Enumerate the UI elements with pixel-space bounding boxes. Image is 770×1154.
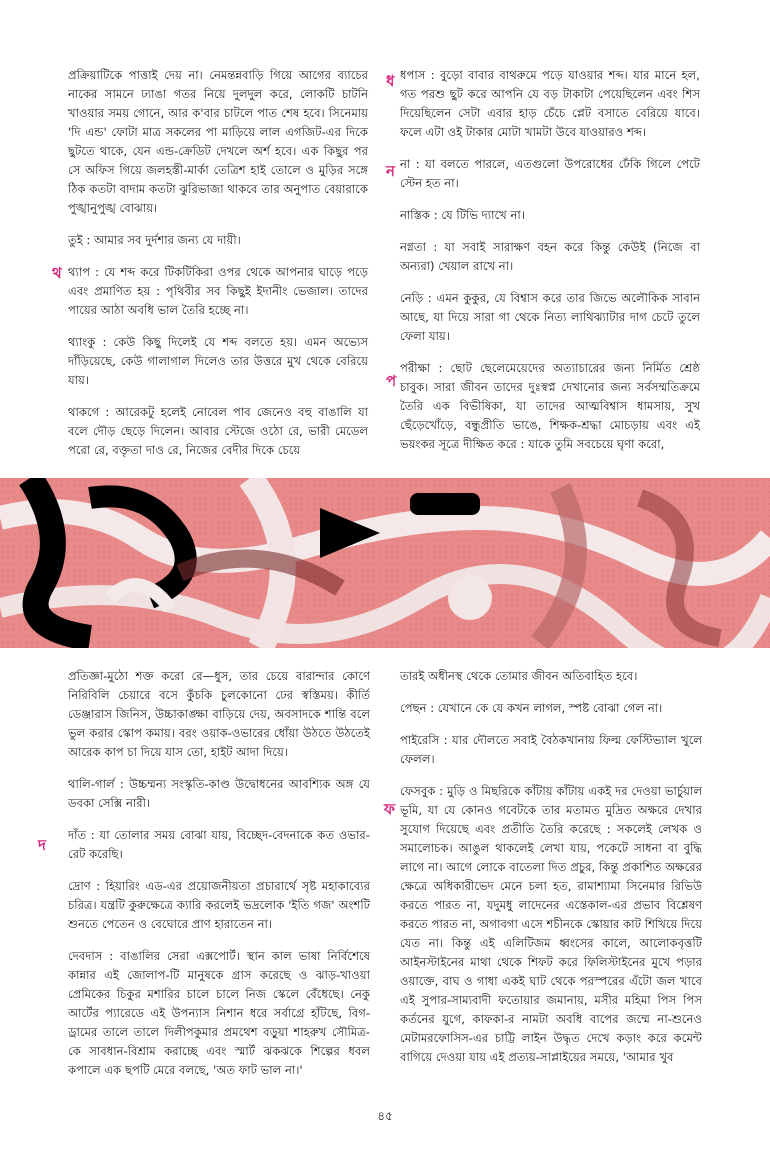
paragraph: তুই : আমার সব দুর্দশার জন্য যে দায়ী। bbox=[68, 233, 241, 247]
paragraph: থ্যাপ : যে শব্দ করে টিকটিকিরা ওপর থেকে আপনার ঘাড়ে পড়ে এবং প্রমাণিত হয় : পৃথিবীর সব কিছুই ইদানীং ভেজাল। তাদের পায়ের আঠা অবধি ভাল তৈরি হচ্ছে না। bbox=[68, 265, 368, 317]
paragraph: নেড়ি : এমন কুকুর, যে বিশ্বাস করে তার জিভে অলৌকিক সাবান আছে, যা দিয়ে সারা গা থেকে নিত্য লাথিঝ্যাটার দাগ চেটে তুলে ফেলা যায়। bbox=[400, 291, 700, 343]
decorative-banner-image bbox=[0, 478, 770, 648]
paragraph: ধপাস : বুড়ো বাবার বাথরুমে পড়ে যাওয়ার শব্দ। যার মানে হল, গত পরশু ছুট করে আপনি যে বড় টাকাটা পেয়েছিলেন এবং শিস দিয়েছিলেন সেটা এবার হাড় চেঁচে প্লেট বসাতে বেরিয়ে যাবে। ফলে এটা ওই টাকার মোটা খামটা উবে যাওয়ারও শব্দ। bbox=[400, 68, 700, 139]
margin-letter: ফ bbox=[384, 800, 395, 818]
margin-letter: ধ bbox=[386, 72, 395, 90]
paragraph: পরীক্ষা : ছোট ছেলেমেয়েদের অত্যাচারের জন্য নির্মিত শ্রেষ্ঠ চাবুক। সারা জীবন তাদের দুঃস্বপ্ন দেখানোর জন্য সর্বসম্মতিক্রমে তৈরি এক বিভীষিকা, যা তাদের আত্মবিশ্বাস ধামসায়, সুখ ছেঁড়েখোঁড়ে, বন্ধুপ্রীতি ভাঙে, শিক্ষক-শ্রদ্ধা মোচড়ায় এবং এই ভয়ংকর সূত্রে দীক্ষিত করে : যাকে তুমি সবচেয়ে ঘৃণা করো, bbox=[400, 361, 700, 451]
paragraph: তারই অধীনস্থ থেকে তোমার জীবন অতিবাহিত হবে। bbox=[400, 669, 638, 683]
text-column-bottom-left bbox=[68, 667, 370, 1093]
text-column-top-right bbox=[400, 66, 700, 467]
paragraph: পাইরেসি : যার দৌলতে সবাই বৈঠকখানায় ফিল্ম ফেস্টিভ্যাল খুলে ফেলল। bbox=[400, 733, 702, 766]
margin-letter: থ bbox=[52, 264, 62, 282]
paragraph: নাস্তিক : যে টিভি দ্যাখে না। bbox=[400, 208, 525, 222]
paragraph: প্রতিজ্ঞা-মুঠো শক্ত করো রে—ধুস, তার চেয়ে বারান্দার কোণে নিরিবিলি চেয়ারে বসে কুঁচকি চুলকোনো ঢের স্বস্তিময়। কীর্তি ডেঞ্জারাস জিনিস, উচ্চাকাঙ্ক্ষা বাড়িয়ে দেয়, অবসাদকে শান্তি বলে ভুল করার স্কোপ কমায়। বরং ওয়াক-ওভারের ধোঁয়া উঠতে উঠতেই আরেক কাপ চা দিয়ে যাস তো, হাইট আদা দিয়ে। bbox=[68, 669, 370, 759]
paragraph: দ্রোণ : হিয়ারিং এড-এর প্রয়োজনীয়তা প্রচারার্থে সৃষ্ট মহাকাব্যের চরিত্র। যন্ত্রটি কুরুক্ষেত্রে ক্যারি করলেই ভদ্রলোক 'ইতি গজ' অংশটি শুনতে পেতেন ও বেঘোরে প্রাণ হারাতেন না। bbox=[68, 879, 370, 931]
text-column-top-left bbox=[68, 66, 368, 473]
paragraph: না : যা বলতে পারলে, এতগুলো উপরোধের ঢেঁকি গিলে পেটে স্টেন হত না। bbox=[400, 157, 700, 190]
margin-letter: দ bbox=[38, 836, 46, 854]
paragraph: দেবদাস : বাঙালির সেরা এক্সপোর্ট। স্থান কাল ভাষা নির্বিশেষে কান্নার এই জোলাপ-টি মানুষকে গ্রাস করেছে ও ঝাড়-খাওয়া প্রেমিকের চিকুর মশারির চালে চালে নিজ স্কেলে বেঁধেছে। নেকু আর্টের প্যারেডে এই উপন্যাস নিশান ধরে সর্বাগ্রে হাঁটছে, বিগ-ড্রামের তালে তালে দিলীপকুমার প্রমথেশ বড়ুয়া শাহরুখ সৌমিত্র-কে সাবধান-বিশ্রাম করাচ্ছে এবং স্মার্ট ঝকঝকে শিল্পের ধবল কপালে এক ছপটি মেরে বলছে, 'অত ফাট ভাল না।' bbox=[68, 949, 370, 1077]
banner-artwork bbox=[0, 478, 770, 648]
paragraph: থ্যাংকু : কেউ কিছু দিলেই যে শব্দ বলতে হয়। এমন অভ্যেস দাঁড়িয়েছে, কেউ গালাগাল দিলেও তার উত্তরে মুখ থেকে বেরিয়ে যায়। bbox=[68, 335, 368, 387]
paragraph: থাকগে : আরেকটু হলেই নোবেল পাব জেনেও বহু বাঙালি যা বলে দৌড় ছেড়ে দিলেন। আবার স্টেজে ওঠো রে, ভারী মেডেল পরো রে, বক্তৃতা দাও রে, নিজের বেদীর দিকে চেয়ে bbox=[68, 405, 368, 457]
paragraph: নগ্নতা : যা সবাই সারাক্ষণ বহন করে কিন্তু কেউই (নিজে বা অন্যরা) খেয়াল রাখে না। bbox=[400, 240, 700, 273]
page-number: ৪৫ bbox=[377, 1109, 393, 1123]
paragraph: দাঁত : যা তোলার সময় বোঝা যায়, বিচ্ছেদ-বেদনাকে কত ওভার-রেট করেছি। bbox=[68, 828, 370, 861]
paragraph: ফেসবুক : মুড়ি ও মিছরিকে কাঁটায় কাঁটায় একই দর দেওয়া ভার্চুয়াল ভূমি, যা যে কোনও গবেটকে তার মতামত মুদ্রিত অক্ষরে দেখার সুযোগ দিয়েছে এবং প্রতীতি তৈরি করেছে : সকলেই লেখক ও সমালোচক। আঙুল থাকলেই লেখা যায়, পকেটে সাধনা বা বুদ্ধি লাগে না। আগে লোকে বাতেলা দিত প্রচুর, কিন্তু প্রকাশিত অক্ষরের ক্ষেত্রে অধিকারীভেদ মেনে চলা হত, রামাশ্যামা সিনেমার রিভিউ করতে পারত না, যদুমধু লাদেনের এস্তেকাল-এর প্রভাব বিশ্লেষণ করতে পারত না, অগাবগা এসে শচীনকে স্কোয়ার কাট শিখিয়ে দিয়ে যেত না। কিন্তু এই এলিটিজম ধ্বংসের কালে, আলোকবৃত্তটি আইনস্টাইনের মাথা থেকে শিফট করে ফিলিস্টাইনের মুখে পড়ার ওয়াক্তে, বাঘ ও গাধা একই ঘাট থেকে পরস্পরের এঁটো জল খাবে এই সুপার-সাম্যবাদী ফতোয়ার জমানায়, মসীর মহিমা পিস পিস কর্তনের যুগে, কাফকা-র নামটা অবধি বাপের জম্মে না-শুনেও মেটামরফোসিস-এর চাট্টি লাইন উদ্ধৃত দেখে কড়াং করে কমেন্ট বাগিয়ে দেওয়া যায় এই প্রত্যয়-সাপ্লাইয়ের সময়ে, 'আমার খুব bbox=[400, 784, 702, 1064]
paragraph: থালি-গার্ল : উচ্চম্মন্য সংস্কৃতি-কাণ্ড উদ্বোধনের আবশ্যিক অঙ্গ যে ডবকা সেক্সি নারী। bbox=[68, 777, 370, 810]
text-column-bottom-right bbox=[400, 667, 702, 1080]
paragraph: প্রক্রিয়াটিকে পাত্তাই দেয় না। নেমন্তন্নবাড়ি গিয়ে আগের ব্যাচের নাকের সামনে ঢ্যাঙা গতর নিয়ে দুলদুল করে, লোকটি চাটনি খাওয়ার সময় গোনে, আর ক'বার চাটলে পাত শেষ হবে। সিনেমায় 'দি এন্ড' ফোটা মাত্র সকলের পা মাড়িয়ে লাল এগজিট-এর দিকে ছুটতে থাকে, যেন এন্ড-ক্রেডিট দেখলে অর্শ হবে। এক কিছুর পর সে অফিস গিয়ে জলহস্তী-মার্কা তেত্রিশ হাই তোলে ও মুড়ির সঙ্গে ঠিক কতটা বাদাম কতটা ঝুরিভাজা থাকবে তার অনুপাত বেয়ারাকে পুঙ্খানুপুঙ্খ বোঝায়। bbox=[68, 68, 368, 215]
margin-letter: প bbox=[386, 372, 397, 390]
paragraph: পেছন : যেখানে কে যে কখন লাগল, স্পষ্ট বোঝা গেল না। bbox=[400, 701, 663, 715]
margin-letter: ন bbox=[386, 162, 395, 180]
